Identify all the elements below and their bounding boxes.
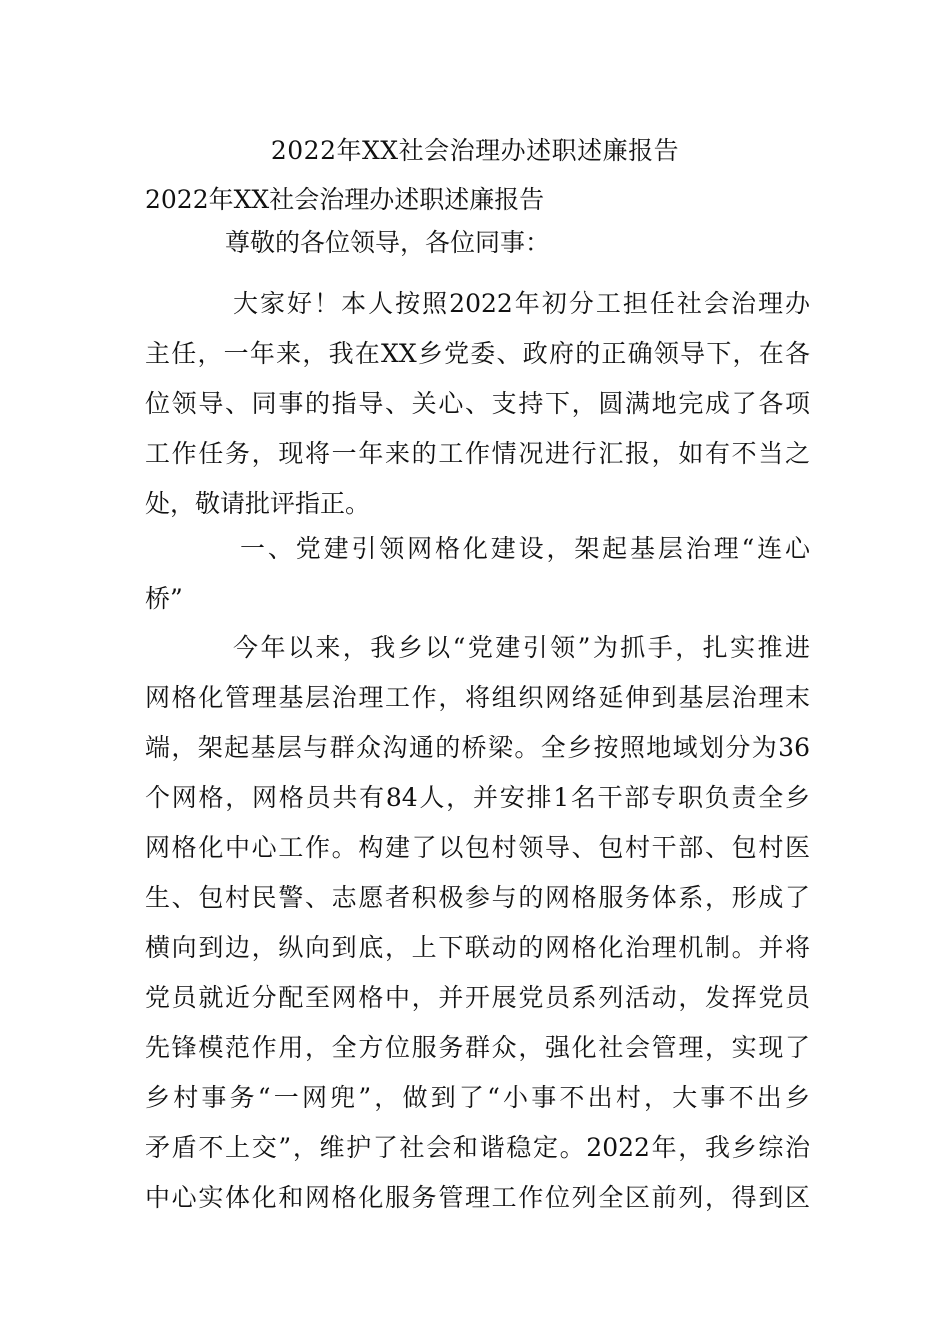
paragraph-line: 位领导、同事的指导、关心、支持下，圆满地完成了各项 [145,389,810,418]
document-title: 2022年XX社会治理办述职述廉报告 [270,136,680,165]
paragraph-line: 横向到边，纵向到底，上下联动的网格化治理机制。并将 [145,933,810,962]
heading-line: 一、党建引领网格化建设，架起基层治理“连心 [240,534,810,563]
paragraph-line: 个网格，网格员共有84人，并安排1名干部专职负责全乡 [145,783,810,812]
document-subtitle: 2022年XX社会治理办述职述廉报告 [145,185,545,214]
paragraph-line: 中心实体化和网格化服务管理工作位列全区前列，得到区 [145,1183,810,1212]
paragraph-line: 大家好！本人按照2022年初分工担任社会治理办 [233,289,810,318]
paragraph-line: 工作任务，现将一年来的工作情况进行汇报，如有不当之 [145,439,810,468]
paragraph-line: 生、包村民警、志愿者积极参与的网格服务体系，形成了 [145,883,810,912]
paragraph-line: 网格化管理基层治理工作，将组织网络延伸到基层治理末 [145,683,810,712]
paragraph-line: 矛盾不上交”，维护了社会和谐稳定。2022年，我乡综治 [145,1133,810,1162]
paragraph-line: 端，架起基层与群众沟通的桥梁。全乡按照地域划分为36 [145,733,810,762]
paragraph-line: 党员就近分配至网格中，并开展党员系列活动，发挥党员 [145,983,810,1012]
section-heading-1 [145,524,810,624]
paragraph-line: 网格化中心工作。构建了以包村领导、包村干部、包村医 [145,833,810,862]
paragraph-line: 处，敬请批评指正。 [145,489,371,518]
paragraph-line: 主任，一年来，我在XX乡党委、政府的正确领导下，在各 [145,339,810,368]
greeting-line: 尊敬的各位领导，各位同事： [225,228,551,257]
greeting [145,218,810,268]
heading-line: 桥” [145,584,183,613]
paragraph-line: 先锋模范作用，全方位服务群众，强化社会管理，实现了 [145,1033,810,1062]
paragraph-2 [145,623,810,1223]
paragraph-line: 乡村事务“一网兜”，做到了“小事不出村，大事不出乡 [145,1083,810,1112]
paragraph-1 [145,279,810,529]
paragraph-line: 今年以来，我乡以“党建引领”为抓手，扎实推进 [233,633,810,662]
